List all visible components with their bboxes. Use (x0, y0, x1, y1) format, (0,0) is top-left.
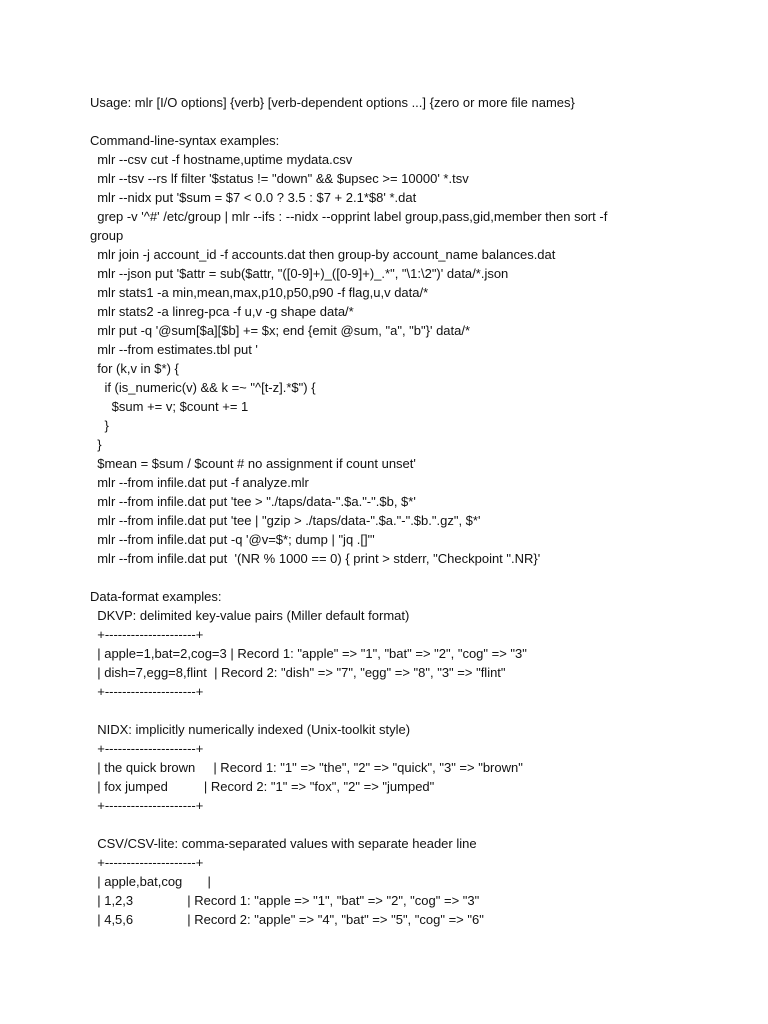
command-line-examples (90, 150, 750, 568)
example-line: | fox jumped | Record 2: "1" => "fox", "2" => "jumped" (90, 779, 435, 794)
blank-line (90, 701, 750, 720)
document-body (90, 93, 750, 929)
dkvp-example (90, 606, 750, 701)
example-line: NIDX: implicitly numerically indexed (Unix-toolkit style) (90, 722, 411, 737)
usage-line: Usage: mlr [I/O options] {verb} [verb-dependent options ...] {zero or more file names} (90, 95, 575, 110)
blank-line (90, 112, 750, 131)
code-line: mlr --from infile.dat put '(NR % 1000 == 0) { print > stderr, "Checkpoint ".NR}' (90, 551, 541, 566)
nidx-example (90, 720, 750, 815)
example-line: | 4,5,6 | Record 2: "apple" => "4", "bat" => "5", "cog" => "6" (90, 912, 484, 927)
example-line: | the quick brown | Record 1: "1" => "the", "2" => "quick", "3" => "brown" (90, 760, 523, 775)
command-line-header: Command-line-syntax examples: (90, 133, 280, 148)
code-line: mlr --csv cut -f hostname,uptime mydata.csv (90, 152, 353, 167)
example-line: +---------------------+ (90, 741, 204, 756)
blank-line (90, 815, 750, 834)
code-line: if (is_numeric(v) && k =~ "^[t-z].*$") { (90, 380, 316, 395)
example-line: +---------------------+ (90, 798, 204, 813)
code-line: grep -v '^#' /etc/group | mlr --ifs : --nidx --opprint label group,pass,gid,member then sort -f (90, 209, 608, 224)
code-line: mlr stats2 -a linreg-pca -f u,v -g shape data/* (90, 304, 354, 319)
example-line: +---------------------+ (90, 855, 204, 870)
code-line: } (90, 437, 102, 452)
code-line: mlr --from estimates.tbl put ' (90, 342, 258, 357)
code-line: mlr join -j account_id -f accounts.dat then group-by account_name balances.dat (90, 247, 556, 262)
code-line: mlr --json put '$attr = sub($attr, "([0-9]+)_([0-9]+)_.*", "\1:\2")' data/*.json (90, 266, 509, 281)
example-line: | dish=7,egg=8,flint | Record 2: "dish" => "7", "egg" => "8", "3" => "flint" (90, 665, 506, 680)
code-line: mlr --from infile.dat put 'tee > "./taps/data-".$a."-".$b, $*' (90, 494, 416, 509)
example-line: | 1,2,3 | Record 1: "apple => "1", "bat" => "2", "cog" => "3" (90, 893, 480, 908)
csv-example (90, 834, 750, 929)
code-line: group (90, 228, 124, 243)
code-line: } (90, 418, 109, 433)
code-line: mlr put -q '@sum[$a][$b] += $x; end {emit @sum, "a", "b"}' data/* (90, 323, 471, 338)
code-line: mlr --tsv --rs lf filter '$status != "down" && $upsec >= 10000' *.tsv (90, 171, 469, 186)
code-line: mlr --from infile.dat put -q '@v=$*; dump | "jq .[]"' (90, 532, 375, 547)
blank-line (90, 568, 750, 587)
example-line: | apple=1,bat=2,cog=3 | Record 1: "apple" => "1", "bat" => "2", "cog" => "3" (90, 646, 527, 661)
code-line: $sum += v; $count += 1 (90, 399, 249, 414)
code-line: mlr --from infile.dat put 'tee | "gzip > ./taps/data-".$a."-".$b.".gz", $*' (90, 513, 481, 528)
example-line: | apple,bat,cog | (90, 874, 211, 889)
example-line: +---------------------+ (90, 684, 204, 699)
code-line: mlr --nidx put '$sum = $7 < 0.0 ? 3.5 : $7 + 2.1*$8' *.dat (90, 190, 417, 205)
example-line: CSV/CSV-lite: comma-separated values with separate header line (90, 836, 477, 851)
example-line: DKVP: delimited key-value pairs (Miller default format) (90, 608, 410, 623)
code-line: mlr stats1 -a min,mean,max,p10,p50,p90 -f flag,u,v data/* (90, 285, 429, 300)
example-line: +---------------------+ (90, 627, 204, 642)
code-line: $mean = $sum / $count # no assignment if count unset' (90, 456, 416, 471)
data-format-header: Data-format examples: (90, 589, 222, 604)
code-line: mlr --from infile.dat put -f analyze.mlr (90, 475, 309, 490)
code-line: for (k,v in $*) { (90, 361, 179, 376)
